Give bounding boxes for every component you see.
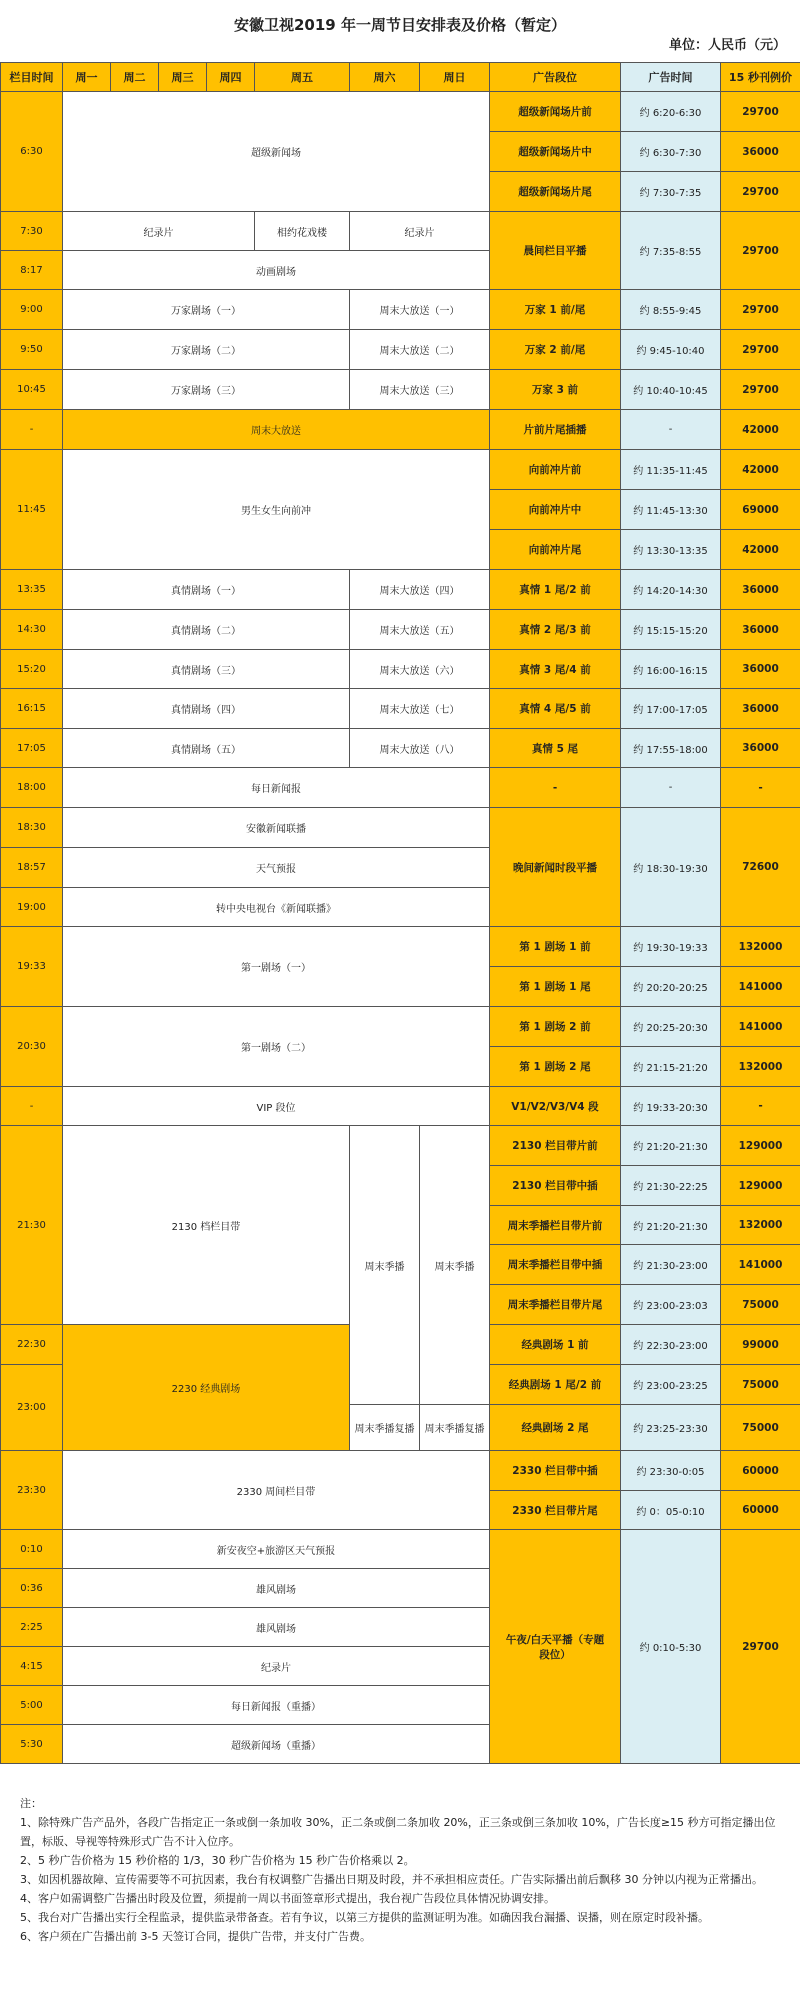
ad-time: 约 20:25-20:30 bbox=[621, 1007, 721, 1047]
ad-time: 约 21:30-23:00 bbox=[621, 1245, 721, 1285]
ad-price: 141000 bbox=[721, 1245, 800, 1285]
program-cell: 安徽新闻联播 bbox=[63, 808, 490, 848]
program-cell: 万家剧场（三） bbox=[63, 370, 350, 410]
ad-time: 约 11:35-11:45 bbox=[621, 450, 721, 490]
ad-time: 约 9:45-10:40 bbox=[621, 330, 721, 370]
time-cell: 0:10 bbox=[1, 1530, 63, 1569]
header-slot: 广告段位 bbox=[490, 63, 621, 92]
ad-price: 29700 bbox=[721, 290, 800, 330]
time-cell: 22:30 bbox=[1, 1325, 63, 1365]
ad-price: 75000 bbox=[721, 1285, 800, 1325]
program-cell: 真情剧场（三） bbox=[63, 650, 350, 689]
program-cell: 万家剧场（二） bbox=[63, 330, 350, 370]
ad-time: 约 15:15-15:20 bbox=[621, 610, 721, 650]
ad-price: 42000 bbox=[721, 530, 800, 570]
ad-time: 约 0:10-5:30 bbox=[621, 1530, 721, 1764]
program-cell: 第一剧场（二） bbox=[63, 1007, 490, 1087]
ad-price: 99000 bbox=[721, 1325, 800, 1365]
ad-time: 约 11:45-13:30 bbox=[621, 490, 721, 530]
ad-price: 36000 bbox=[721, 570, 800, 610]
ad-slot: 第 1 剧场 2 前 bbox=[490, 1007, 621, 1047]
header-tue: 周二 bbox=[111, 63, 159, 92]
program-cell: 真情剧场（二） bbox=[63, 610, 350, 650]
time-cell: 10:45 bbox=[1, 370, 63, 410]
ad-price: 72600 bbox=[721, 808, 800, 927]
note-item: 6、客户须在广告播出前 3-5 天签订合同，提供广告带，并支付广告费。 bbox=[20, 1930, 371, 1943]
program-cell: 周末大放送（一） bbox=[350, 290, 490, 330]
time-cell: 18:00 bbox=[1, 768, 63, 808]
ad-price: 60000 bbox=[721, 1451, 800, 1491]
ad-time: 约 23:30-0:05 bbox=[621, 1451, 721, 1491]
ad-time: 约 17:00-17:05 bbox=[621, 689, 721, 729]
ad-slot: 万家 1 前/尾 bbox=[490, 290, 621, 330]
time-cell: 2:25 bbox=[1, 1608, 63, 1647]
time-cell: - bbox=[1, 410, 63, 450]
program-cell: 周末季播 bbox=[350, 1126, 420, 1405]
program-cell: 周末大放送（八） bbox=[350, 729, 490, 768]
program-cell: 纪录片 bbox=[63, 212, 255, 251]
program-cell: 周末大放送（五） bbox=[350, 610, 490, 650]
time-cell: 13:35 bbox=[1, 570, 63, 610]
ad-price: 29700 bbox=[721, 212, 800, 290]
time-cell: 11:45 bbox=[1, 450, 63, 570]
time-cell: 17:05 bbox=[1, 729, 63, 768]
ad-slot: 周末季播栏目带中插 bbox=[490, 1245, 621, 1285]
ad-slot: 2130 栏目带中插 bbox=[490, 1166, 621, 1206]
note-item: 3、如因机器故障、宣传需要等不可抗因素，我台有权调整广告播出日期及时段，并不承担相应责任。广告实际播出前后飘移 30 分钟以内视为正常播出。 bbox=[20, 1873, 763, 1886]
program-cell: 雄风剧场 bbox=[63, 1569, 490, 1608]
page-title: 安徽卫视2019 年一周节目安排表及价格（暂定） bbox=[234, 16, 566, 34]
program-cell: 周末大放送（三） bbox=[350, 370, 490, 410]
time-cell: 9:50 bbox=[1, 330, 63, 370]
ad-slot: 向前冲片前 bbox=[490, 450, 621, 490]
ad-price: 29700 bbox=[721, 172, 800, 212]
program-cell: 2130 档栏目带 bbox=[63, 1126, 350, 1325]
ad-time: - bbox=[621, 410, 721, 450]
ad-time: 约 8:55-9:45 bbox=[621, 290, 721, 330]
program-cell: 真情剧场（四） bbox=[63, 689, 350, 729]
program-cell: 2330 周间栏目带 bbox=[63, 1451, 490, 1530]
ad-time: 约 6:30-7:30 bbox=[621, 132, 721, 172]
ad-time: 约 21:30-22:25 bbox=[621, 1166, 721, 1206]
ad-price: 75000 bbox=[721, 1365, 800, 1405]
ad-slot: 经典剧场 2 尾 bbox=[490, 1405, 621, 1451]
ad-time: 约 13:30-13:35 bbox=[621, 530, 721, 570]
ad-slot: 第 1 剧场 1 尾 bbox=[490, 967, 621, 1007]
header-time: 栏目时间 bbox=[1, 63, 63, 92]
ad-price: 42000 bbox=[721, 450, 800, 490]
ad-time: 约 10:40-10:45 bbox=[621, 370, 721, 410]
header-sat: 周六 bbox=[350, 63, 420, 92]
notes-section bbox=[20, 1794, 790, 1946]
ad-price: 129000 bbox=[721, 1166, 800, 1206]
program-cell: 周末季播 bbox=[420, 1126, 490, 1405]
ad-time: 约 21:15-21:20 bbox=[621, 1047, 721, 1087]
program-cell: 2230 经典剧场 bbox=[63, 1325, 350, 1451]
notes-heading: 注： bbox=[20, 1797, 42, 1810]
ad-price: 36000 bbox=[721, 729, 800, 768]
header-thu: 周四 bbox=[207, 63, 255, 92]
ad-price: 75000 bbox=[721, 1405, 800, 1451]
time-cell: 18:30 bbox=[1, 808, 63, 848]
ad-slot: 午夜/白天平播（专题段位） bbox=[490, 1530, 621, 1764]
ad-price: 42000 bbox=[721, 410, 800, 450]
ad-time: 约 23:00-23:03 bbox=[621, 1285, 721, 1325]
program-cell: 真情剧场（五） bbox=[63, 729, 350, 768]
note-item: 1、除特殊广告产品外，各段广告指定正一条或倒一条加收 30%，正二条或倒二条加收 20%，正三条或倒三条加收 10%，广告长度≥15 秒方可指定播出位置，标版、导视等特殊形式广告不计入位序。 bbox=[20, 1816, 776, 1848]
ad-slot: 经典剧场 1 前 bbox=[490, 1325, 621, 1365]
program-cell: VIP 段位 bbox=[63, 1087, 490, 1126]
ad-slot: 万家 3 前 bbox=[490, 370, 621, 410]
time-cell: 16:15 bbox=[1, 689, 63, 729]
ad-slot: 第 1 剧场 1 前 bbox=[490, 927, 621, 967]
time-cell: 14:30 bbox=[1, 610, 63, 650]
program-cell: 第一剧场（一） bbox=[63, 927, 490, 1007]
ad-price: 141000 bbox=[721, 1007, 800, 1047]
program-cell: 周末季播复播 bbox=[420, 1405, 490, 1451]
ad-slot: 超级新闻场片尾 bbox=[490, 172, 621, 212]
ad-slot: 真情 1 尾/2 前 bbox=[490, 570, 621, 610]
ad-price: 29700 bbox=[721, 370, 800, 410]
ad-slot: 真情 4 尾/5 前 bbox=[490, 689, 621, 729]
ad-price: 36000 bbox=[721, 132, 800, 172]
ad-time: 约 14:20-14:30 bbox=[621, 570, 721, 610]
time-cell: 9:00 bbox=[1, 290, 63, 330]
time-cell: 5:30 bbox=[1, 1725, 63, 1764]
program-cell: 周末大放送 bbox=[63, 410, 490, 450]
ad-price: 129000 bbox=[721, 1126, 800, 1166]
program-cell: 男生女生向前冲 bbox=[63, 450, 490, 570]
ad-price: 29700 bbox=[721, 330, 800, 370]
ad-time: 约 23:00-23:25 bbox=[621, 1365, 721, 1405]
ad-slot: 真情 2 尾/3 前 bbox=[490, 610, 621, 650]
ad-time: 约 20:20-20:25 bbox=[621, 967, 721, 1007]
ad-price: 29700 bbox=[721, 92, 800, 132]
ad-price: 132000 bbox=[721, 1047, 800, 1087]
ad-price: 132000 bbox=[721, 927, 800, 967]
ad-time: 约 22:30-23:00 bbox=[621, 1325, 721, 1365]
program-cell: 雄风剧场 bbox=[63, 1608, 490, 1647]
time-cell: 20:30 bbox=[1, 1007, 63, 1087]
program-cell: 转中央电视台《新闻联播》 bbox=[63, 888, 490, 927]
ad-time: 约 0：05-0:10 bbox=[621, 1491, 721, 1530]
ad-slot: 超级新闻场片中 bbox=[490, 132, 621, 172]
ad-time: 约 21:20-21:30 bbox=[621, 1126, 721, 1166]
ad-price: 69000 bbox=[721, 490, 800, 530]
ad-price: 29700 bbox=[721, 1530, 800, 1764]
ad-price: 132000 bbox=[721, 1206, 800, 1245]
program-cell: 周末大放送（二） bbox=[350, 330, 490, 370]
ad-slot: 第 1 剧场 2 尾 bbox=[490, 1047, 621, 1087]
program-cell: 纪录片 bbox=[63, 1647, 490, 1686]
program-cell: 周末大放送（七） bbox=[350, 689, 490, 729]
program-cell: 周末季播复播 bbox=[350, 1405, 420, 1451]
ad-price: 36000 bbox=[721, 689, 800, 729]
program-cell: 相约花戏楼 bbox=[255, 212, 350, 251]
header-sun: 周日 bbox=[420, 63, 490, 92]
ad-time: - bbox=[621, 768, 721, 808]
ad-time: 约 7:35-8:55 bbox=[621, 212, 721, 290]
ad-slot: 经典剧场 1 尾/2 前 bbox=[490, 1365, 621, 1405]
time-cell: 21:30 bbox=[1, 1126, 63, 1325]
program-cell: 天气预报 bbox=[63, 848, 490, 888]
ad-slot: V1/V2/V3/V4 段 bbox=[490, 1087, 621, 1126]
time-cell: - bbox=[1, 1087, 63, 1126]
currency-unit: 单位：人民币（元） bbox=[668, 38, 786, 53]
note-item: 5、我台对广告播出实行全程监录，提供监录带备查。若有争议，以第三方提供的监测证明为准。如确因我台漏播、误播，则在原定时段补播。 bbox=[20, 1911, 709, 1924]
time-cell: 15:20 bbox=[1, 650, 63, 689]
note-item: 4、客户如需调整广告播出时段及位置，须提前一周以书面签章形式提出，我台视广告段位具体情况协调安排。 bbox=[20, 1892, 555, 1905]
ad-price: 36000 bbox=[721, 610, 800, 650]
program-cell: 纪录片 bbox=[350, 212, 490, 251]
program-cell: 每日新闻报 bbox=[63, 768, 490, 808]
ad-slot: 周末季播栏目带片尾 bbox=[490, 1285, 621, 1325]
ad-time: 约 6:20-6:30 bbox=[621, 92, 721, 132]
header-fri: 周五 bbox=[255, 63, 350, 92]
time-cell: 18:57 bbox=[1, 848, 63, 888]
header-ad-time: 广告时间 bbox=[621, 63, 721, 92]
header-mon: 周一 bbox=[63, 63, 111, 92]
program-cell: 动画剧场 bbox=[63, 251, 490, 290]
ad-time: 约 23:25-23:30 bbox=[621, 1405, 721, 1451]
program-cell: 真情剧场（一） bbox=[63, 570, 350, 610]
ad-slot: 周末季播栏目带片前 bbox=[490, 1206, 621, 1245]
ad-time: 约 7:30-7:35 bbox=[621, 172, 721, 212]
ad-time: 约 18:30-19:30 bbox=[621, 808, 721, 927]
ad-time: 约 16:00-16:15 bbox=[621, 650, 721, 689]
time-cell: 0:36 bbox=[1, 1569, 63, 1608]
time-cell: 7:30 bbox=[1, 212, 63, 251]
time-cell: 19:33 bbox=[1, 927, 63, 1007]
note-item: 2、5 秒广告价格为 15 秒价格的 1/3，30 秒广告价格为 15 秒广告价格乘以 2。 bbox=[20, 1854, 415, 1867]
ad-slot: 2330 栏目带片尾 bbox=[490, 1491, 621, 1530]
time-cell: 4:15 bbox=[1, 1647, 63, 1686]
program-cell: 超级新闻场（重播） bbox=[63, 1725, 490, 1764]
ad-slot: 真情 5 尾 bbox=[490, 729, 621, 768]
time-cell: 6:30 bbox=[1, 92, 63, 212]
ad-time: 约 19:30-19:33 bbox=[621, 927, 721, 967]
ad-price: - bbox=[721, 1087, 800, 1126]
program-cell: 周末大放送（六） bbox=[350, 650, 490, 689]
ad-slot: 超级新闻场片前 bbox=[490, 92, 621, 132]
header-price: 15 秒刊例价 bbox=[721, 63, 800, 92]
ad-slot: 晨间栏目平播 bbox=[490, 212, 621, 290]
ad-price: - bbox=[721, 768, 800, 808]
ad-time: 约 17:55-18:00 bbox=[621, 729, 721, 768]
ad-slot: 晚间新闻时段平播 bbox=[490, 808, 621, 927]
ad-slot: 真情 3 尾/4 前 bbox=[490, 650, 621, 689]
program-cell: 超级新闻场 bbox=[63, 92, 490, 212]
ad-price: 36000 bbox=[721, 650, 800, 689]
ad-slot: - bbox=[490, 768, 621, 808]
header-wed: 周三 bbox=[159, 63, 207, 92]
ad-slot: 2330 栏目带中插 bbox=[490, 1451, 621, 1491]
ad-price: 141000 bbox=[721, 967, 800, 1007]
ad-slot: 向前冲片中 bbox=[490, 490, 621, 530]
ad-slot: 片前片尾插播 bbox=[490, 410, 621, 450]
time-cell: 23:00 bbox=[1, 1365, 63, 1451]
program-cell: 万家剧场（一） bbox=[63, 290, 350, 330]
ad-time: 约 19:33-20:30 bbox=[621, 1087, 721, 1126]
time-cell: 8:17 bbox=[1, 251, 63, 290]
ad-time: 约 21:20-21:30 bbox=[621, 1206, 721, 1245]
ad-slot: 2130 栏目带片前 bbox=[490, 1126, 621, 1166]
program-cell: 周末大放送（四） bbox=[350, 570, 490, 610]
time-cell: 5:00 bbox=[1, 1686, 63, 1725]
program-cell: 每日新闻报（重播） bbox=[63, 1686, 490, 1725]
time-cell: 19:00 bbox=[1, 888, 63, 927]
ad-slot: 向前冲片尾 bbox=[490, 530, 621, 570]
program-cell: 新安夜空+旅游区天气预报 bbox=[63, 1530, 490, 1569]
ad-price: 60000 bbox=[721, 1491, 800, 1530]
schedule-table bbox=[0, 62, 800, 1764]
time-cell: 23:30 bbox=[1, 1451, 63, 1530]
ad-slot: 万家 2 前/尾 bbox=[490, 330, 621, 370]
